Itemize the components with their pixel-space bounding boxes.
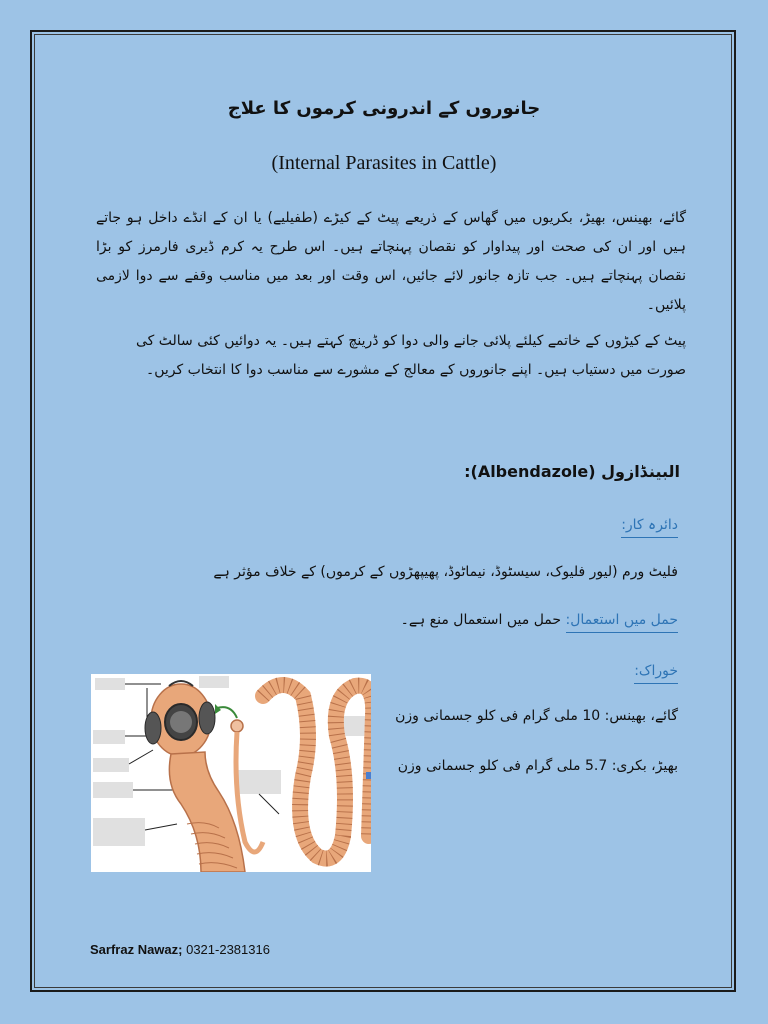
page-title: جانوروں کے اندرونی کرموں کا علاج [227,98,541,119]
image-resize-handle[interactable] [366,772,371,779]
footer-credit [90,942,270,957]
deworming-paragraph: پیٹ کے کیڑوں کے خاتمے کیلئے پلائی جانے والی دوا کو ڈرینچ کہتے ہیں۔ یہ دوائیں کئی سالٹ کی صورت میں دستیاب ہیں۔ اپنے جانوروں کے معالج کے مشورے سے مناسب دوا کا انتخاب کریں۔ [135,333,686,378]
label-box [237,770,281,794]
label-box [93,758,129,772]
dosage-sheep-text: بھیڑ، بکری: 5.7 ملی گرام فی کلو جسمانی وزن [397,758,678,774]
label-box [95,678,125,690]
dosage-cattle-text: گائے، بھینس: 10 ملی گرام فی کلو جسمانی وزن [395,708,678,724]
scope-label-wrapper [621,514,678,533]
footer-name: Sarfraz Nawaz; [90,942,183,957]
pregnancy-label: حمل میں استعمال: [566,612,678,633]
pregnancy-row [401,612,678,628]
label-box [93,730,125,744]
scope-text: فلیٹ ورم (لیور فلیوک، سیسٹوڈ، نیماٹوڈ، پھیپھڑوں کے کرموں) کے خلاف مؤثر ہے [213,564,678,580]
tapeworm-diagram-image[interactable] [91,674,371,872]
scope-label: دائرہ کار: [621,517,678,538]
tapeworm-illustration [91,674,371,872]
label-box [93,818,145,846]
label-box [199,676,229,688]
intro-paragraph: گائے، بھینس، بھیڑ، بکریوں میں گھاس کے ذریعے پیٹ کے کیڑے (طفیلیے) یا ان کے انڈے داخل ہو جاتے ہیں اور ان کی صحت اور پیداوار کو نقصان پہنچاتے ہیں۔ اس طرح یہ کرم ڈیری فارمرز کو بڑا نقصان پہنچاتے ہیں۔ جب تازہ جانور لائے جائیں، اس وقت اور بعد میں مناسب وقفے سے دوا لازمی پلائیں۔ [96,210,686,313]
page-subtitle-english: (Internal Parasites in Cattle) [271,152,497,174]
dosage-label-wrapper [634,660,678,679]
footer-phone: 0321-2381316 [182,942,270,957]
label-box [93,782,133,798]
drug-heading: البینڈازول (Albendazole): [464,462,680,481]
pregnancy-text: حمل میں استعمال منع ہے۔ [400,612,566,628]
dosage-label: خوراک: [634,663,678,684]
